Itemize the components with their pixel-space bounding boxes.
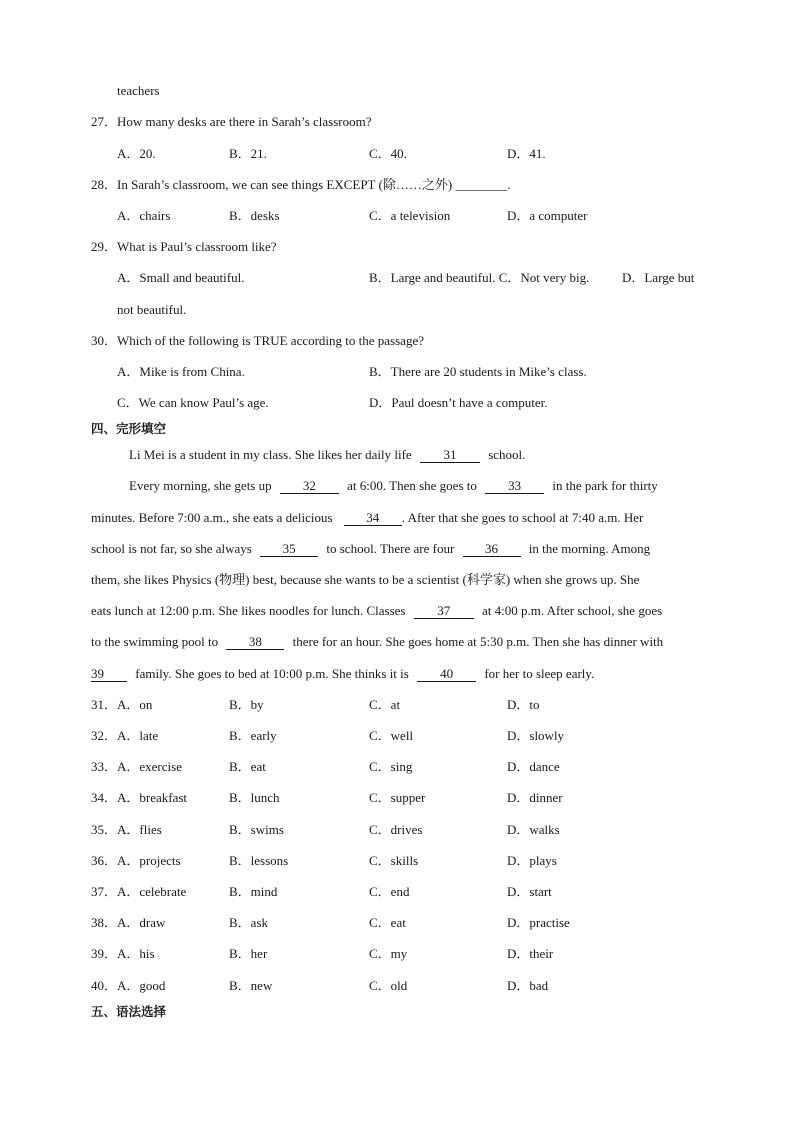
choice-option-a: A．draw	[117, 915, 166, 930]
choice-number: 35．	[91, 822, 118, 837]
passage-line-1	[129, 447, 525, 463]
passage-text: to the swimming pool to	[91, 634, 219, 649]
passage-text: . After that she goes to school at 7:40 a.m. Her	[401, 510, 644, 525]
section-4-heading: 四、完形填空	[91, 421, 167, 436]
passage-line-8	[91, 666, 594, 682]
choice-option-d: D．bad	[507, 978, 549, 993]
passage-text: family. She goes to bed at 10:00 p.m. She thinks it is	[135, 666, 409, 681]
choice-option-d: D．their	[507, 946, 554, 961]
passage-text: in the morning. Among	[528, 541, 651, 556]
choice-option-b: B．lunch	[229, 790, 280, 805]
choice-option-c: C．old	[369, 978, 408, 993]
question-29-option-a: A．Small and beautiful.	[117, 270, 245, 285]
blank-32[interactable]: 32	[280, 479, 339, 494]
choice-option-a: A．good	[117, 978, 166, 993]
choice-option-b: B．early	[229, 728, 277, 743]
choice-number: 37．	[91, 884, 118, 899]
passage-text: Li Mei is a student in my class. She likes her daily life	[129, 447, 412, 462]
question-30-option-b: B．There are 20 students in Mike’s class.	[369, 364, 587, 379]
choice-option-b: B．eat	[229, 759, 266, 774]
question-28-option-a: A．chairs	[117, 208, 171, 223]
passage-text: minutes. Before 7:00 a.m., she eats a delicious	[91, 510, 333, 525]
choice-option-b: B．swims	[229, 822, 284, 837]
question-27-option-d: D．41.	[507, 146, 546, 161]
choice-number: 38．	[91, 915, 118, 930]
passage-line-6	[91, 603, 662, 619]
question-29-option-d-cont: not beautiful.	[117, 302, 187, 317]
passage-text: Every morning, she gets up	[129, 478, 272, 493]
choice-option-c: C．end	[369, 884, 410, 899]
choice-number: 31．	[91, 697, 118, 712]
passage-line-4	[91, 541, 650, 557]
passage-text: at 4:00 p.m. After school, she goes	[481, 603, 663, 618]
blank-40[interactable]: 40	[417, 667, 476, 682]
passage-line-7	[91, 634, 663, 650]
choice-option-d: D．walks	[507, 822, 560, 837]
choice-option-c: C．at	[369, 697, 401, 712]
passage-text: there for an hour. She goes home at 5:30 p.m. Then she has dinner with	[292, 634, 664, 649]
choice-option-b: B．her	[229, 946, 268, 961]
question-30-option-a: A．Mike is from China.	[117, 364, 245, 379]
question-29-option-d: D．Large but	[622, 270, 695, 285]
choice-option-d: D．slowly	[507, 728, 565, 743]
choice-option-d: D．plays	[507, 853, 557, 868]
choice-option-c: C．well	[369, 728, 414, 743]
question-28-option-c: C．a television	[369, 208, 451, 223]
choice-number: 32．	[91, 728, 118, 743]
question-29-option-b-c: B．Large and beautiful. C．Not very big.	[369, 270, 590, 285]
question-29-stem: 29．What is Paul’s classroom like?	[91, 239, 277, 254]
choice-option-a: A．celebrate	[117, 884, 187, 899]
choice-option-b: B．mind	[229, 884, 278, 899]
choice-option-c: C．drives	[369, 822, 423, 837]
choice-option-a: A．exercise	[117, 759, 182, 774]
choice-option-a: A．breakfast	[117, 790, 188, 805]
passage-text: for her to sleep early.	[484, 666, 595, 681]
blank-37[interactable]: 37	[414, 604, 474, 619]
choice-option-b: B．new	[229, 978, 273, 993]
blank-35[interactable]: 35	[260, 542, 318, 557]
question-28-option-d: D．a computer	[507, 208, 588, 223]
question-27-option-a: A．20.	[117, 146, 156, 161]
question-27-option-c: C．40.	[369, 146, 407, 161]
passage-text: at 6:00. Then she goes to	[347, 478, 477, 493]
question-30-option-d: D．Paul doesn’t have a computer.	[369, 395, 548, 410]
blank-38[interactable]: 38	[226, 635, 284, 650]
choice-option-d: D．practise	[507, 915, 570, 930]
blank-39[interactable]: 39	[91, 667, 127, 682]
choice-option-b: B．lessons	[229, 853, 289, 868]
choice-option-a: A．on	[117, 697, 153, 712]
blank-34[interactable]: 34	[344, 511, 402, 526]
choice-number: 33．	[91, 759, 118, 774]
choice-option-a: A．projects	[117, 853, 181, 868]
passage-text: school is not far, so she always	[91, 541, 252, 556]
choice-number: 40．	[91, 978, 118, 993]
passage-text: eats lunch at 12:00 p.m. She likes noodles for lunch. Classes	[91, 603, 406, 618]
question-26-continuation: teachers	[117, 83, 160, 98]
passage-text: in the park for thirty	[552, 478, 658, 493]
question-27-option-b: B．21.	[229, 146, 267, 161]
question-30-option-c: C．We can know Paul’s age.	[117, 395, 269, 410]
choice-option-b: B．ask	[229, 915, 269, 930]
question-27-stem: 27．How many desks are there in Sarah’s classroom?	[91, 114, 372, 129]
choice-option-d: D．dinner	[507, 790, 563, 805]
choice-option-c: C．skills	[369, 853, 419, 868]
choice-option-d: D．to	[507, 697, 540, 712]
blank-31[interactable]: 31	[420, 448, 480, 463]
choice-option-c: C．supper	[369, 790, 426, 805]
choice-option-c: C．sing	[369, 759, 413, 774]
passage-text: school.	[488, 447, 526, 462]
passage-line-3	[91, 510, 643, 526]
choice-option-c: C．my	[369, 946, 408, 961]
blank-33[interactable]: 33	[485, 479, 544, 494]
question-30-stem: 30．Which of the following is TRUE according to the passage?	[91, 333, 424, 348]
passage-line-5: them, she likes Physics (物理) best, because she wants to be a scientist (科学家) when she grows up. She	[91, 572, 640, 587]
choice-number: 34．	[91, 790, 118, 805]
choice-option-d: D．dance	[507, 759, 560, 774]
choice-option-a: A．late	[117, 728, 159, 743]
choice-option-d: D．start	[507, 884, 552, 899]
blank-36[interactable]: 36	[463, 542, 521, 557]
choice-option-a: A．his	[117, 946, 155, 961]
choice-number: 39．	[91, 946, 118, 961]
choice-number: 36．	[91, 853, 118, 868]
choice-option-b: B．by	[229, 697, 264, 712]
choice-option-a: A．flies	[117, 822, 162, 837]
question-28-option-b: B．desks	[229, 208, 280, 223]
question-28-stem: 28．In Sarah’s classroom, we can see things EXCEPT (除……之外) ________.	[91, 177, 511, 192]
choice-option-c: C．eat	[369, 915, 406, 930]
passage-text: to school. There are four	[326, 541, 455, 556]
section-5-heading: 五、语法选择	[91, 1004, 167, 1019]
passage-line-2	[129, 478, 658, 494]
